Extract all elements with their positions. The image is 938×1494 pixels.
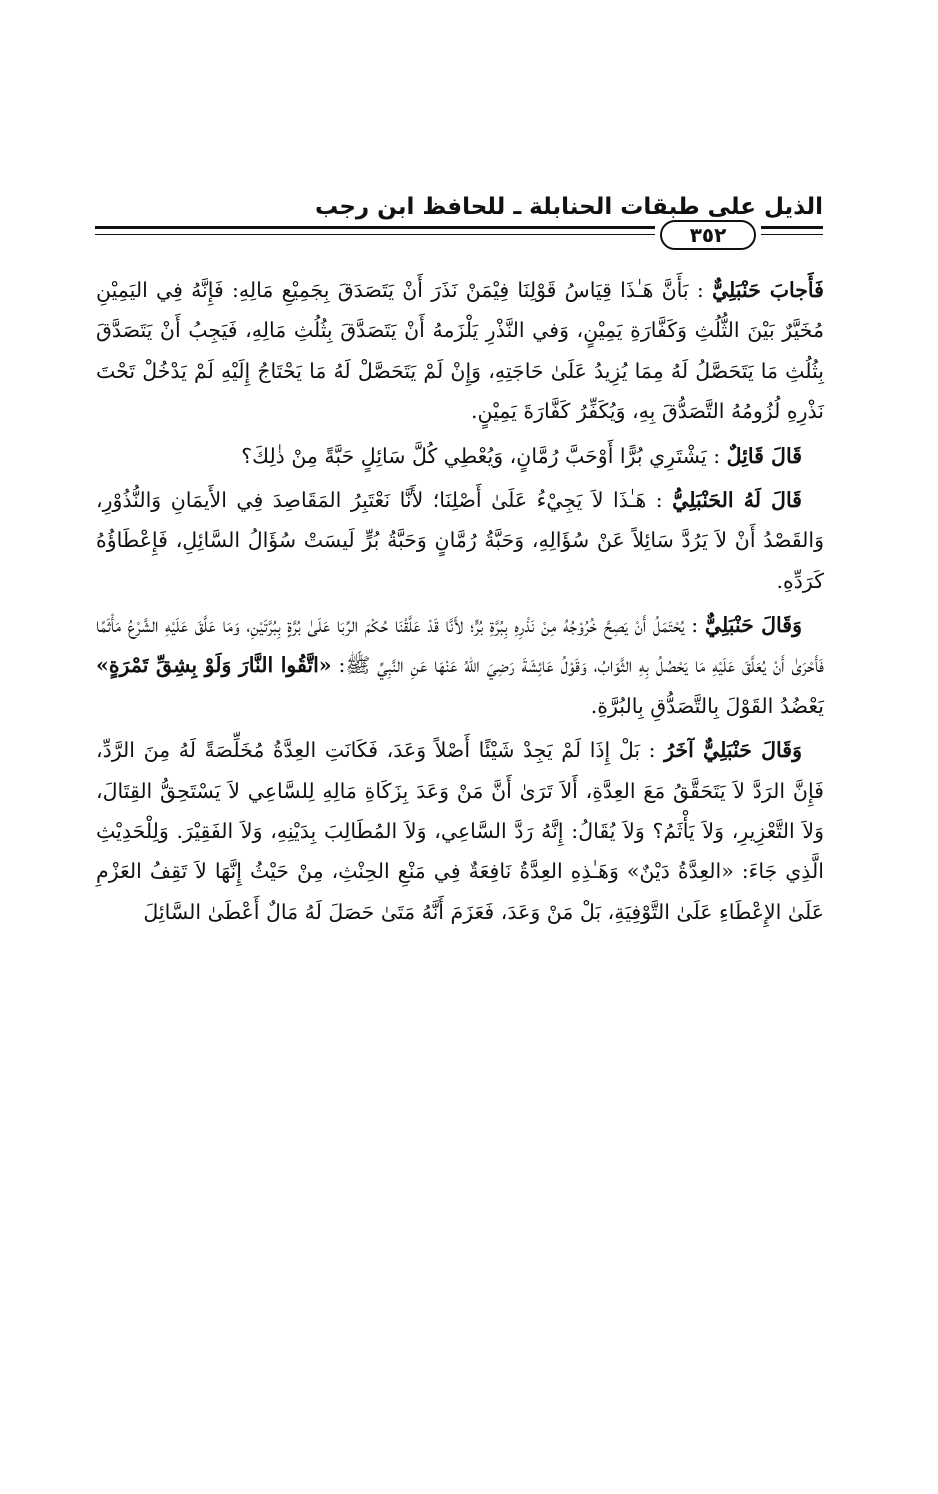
hadith-quote: «اتَّقُوا النَّارَ وَلَوْ بِشِقِّ تَمْرَةٍ»	[96, 653, 332, 678]
paragraph	[96, 480, 824, 601]
speaker-label: قَالَ قَائِلٌ	[726, 443, 802, 468]
paragraph-text: : يَشْتَرِي بُرًّا أَوْحَبَّ رُمَّانٍ، وَيُعْطِي كُلَّ سَائِلٍ حَبَّةً مِنْ ذٰلِكَ؟	[241, 443, 721, 468]
header-rule-right-thick	[761, 226, 823, 229]
paragraph	[96, 270, 824, 432]
header-rule-left-thin	[95, 234, 655, 235]
paragraph-text: : يُحْتَمَلُ أَنْ يَصِحَّ خُرُوْجُهُ مِنْ نَذْرِهِ بِبُرَّةِ بُرٍّ؛ لأَنَّا قَدْ عَلَّقْنَا حُكْمَ الرِّبَا عَلَىٰ بُرَّةٍ بِبُرَّتَيْنِ، وَمَا عَلَّقَ عَلَيْهِ الشَّرْعُ مَأْثَمًا فَأَحْرَىٰ أَنْ يُعَلَّقَ عَلَيْهِ مَا يَحْصُلُ بِهِ الثَّوَابُ، وَقَوْلُ عَائِشَةَ رَضِيَ اللهُ عَنْهَا عَنِ النَّبِيِّ ﷺ:	[96, 613, 824, 678]
paragraph	[96, 730, 824, 932]
paragraph	[96, 605, 824, 726]
header-rule-left-thick	[95, 226, 655, 229]
paragraph-text: : بَأَنَّ هَـٰذَا قِيَاسُ قَوْلِنَا فِيْمَنْ نَذَرَ أَنْ يَتَصَدَقَ بِجَمِيْعِ مَالِهِ: فَإِنَّهُ فِي اليَمِيْنِ مُخَيَّرٌ بَيْنَ الثُّلُثِ وَكَفَّارَةِ يَمِيْنٍ، وَفي النَّذْرِ يَلْزَمهُ أَنْ يَتَصَدَّقَ بِثُلُثِ مَالِهِ، فَيَجِبُ أَنْ يَتَصَدَّقَ بِثُلُثِ مَا يَتَحَصَّلُ لَهُ مِمَا يُزِيدُ عَلَىٰ حَاجَتِهِ، وَإِنْ لَمْ يَتَحَصَّلْ لَهُ مَا يَحْتَاجُ إِلَيْهِ لَمْ يَدْخُلْ تَحْتَ نَذْرِهِ لُزُومُهُ التَّصَدُّقَ بِهِ، وَيُكَفِّرُ كَفَّارَةَ يَمِيْنٍ.	[96, 278, 824, 424]
running-header	[95, 188, 823, 258]
book-title: الذيل على طبقات الحنابلة ـ للحافظ ابن رجب	[314, 194, 823, 220]
paragraph-text-after: يَعْضُدُ القَوْلَ بِالتَّصَدُّقِ بِالبُرَّةِ.	[590, 693, 824, 718]
speaker-label: وَقَالَ حَنْبَلِيٌّ	[704, 613, 802, 637]
header-rule-right-thin	[761, 234, 823, 235]
speaker-label: فَأَجابَ حَنْبَلِيٌّ	[711, 278, 824, 302]
paragraph	[96, 436, 824, 476]
speaker-label: وَقَالَ حَنْبَلِيٌّ آخَرُ	[664, 738, 802, 763]
paragraph-text: : هَـٰذَا لاَ يَجِيْءُ عَلَىٰ أَصْلِنَا؛ لأَنَّا نَعْتَبِرُ المَقَاصِدَ فِي الأَيمَانِ وَالنُّذُوْرِ، وَالقَصْدُ أَنْ لاَ يَرُدَّ سَائِلاً عَنْ سُؤَالِهِ، وَحَبَّةُ رُمَّانٍ وَحَبَّةُ بُرٍّ لَيسَتْ سُؤَالُ السَّائِلِ، فَإِعْطَاؤُهُ كَرَدِّهِ.	[96, 487, 824, 593]
page-number: ٣٥٢	[660, 220, 756, 250]
paragraph-text: : بَلْ إِذَا لَمْ يَجِدْ شَيْئًا أَصْلاً وَعَدَ، فَكَانَتِ العِدَّةُ مُخَلِّصَةً لَهُ مِنَ الرَّدِّ، فَإِنَّ الرَدَّ لاَ يَتَحَقَّقُ مَعَ العِدَّةِ، أَلاَ تَرَىٰ أَنَّ مَنْ وَعَدَ بِزَكَاةِ مَالِهِ لِلسَّاعِي لاَ يَسْتَحِقُّ القِتَالَ، وَلاَ التَّعْزِيرِ، وَلاَ يَأْثَمُ؟ وَلاَ يُقَالُ: إِنَّهُ رَدَّ السَّاعِي، وَلاَ المُطَالِبَ بِدَيْنِهِ، وَلاَ الفَقِيْرَ. وَلِلْحَدِيْثِ الَّذِي جَاءَ: «العِدَّةُ دَيْنٌ» وَهَـٰذِهِ العِدَّةُ نَافِعَةٌ فِي مَنْعِ الحِنْثِ، مِنْ حَيْثُ إِنَّهَا لاَ تَقِفُ العَزْمِ عَلَىٰ الإِعْطَاءِ عَلَىٰ التَّوْفِيَةِ، بَلْ مَنْ وَعَدَ، فَعَزَمَ أَنَّهُ مَتَىٰ حَصَلَ لَهُ مَالٌ أَعْطَىٰ السَّائِلَ	[96, 738, 824, 924]
speaker-label: قَالَ لَهُ الحَنْبَلِيُّ	[672, 487, 802, 512]
main-text	[96, 270, 824, 936]
